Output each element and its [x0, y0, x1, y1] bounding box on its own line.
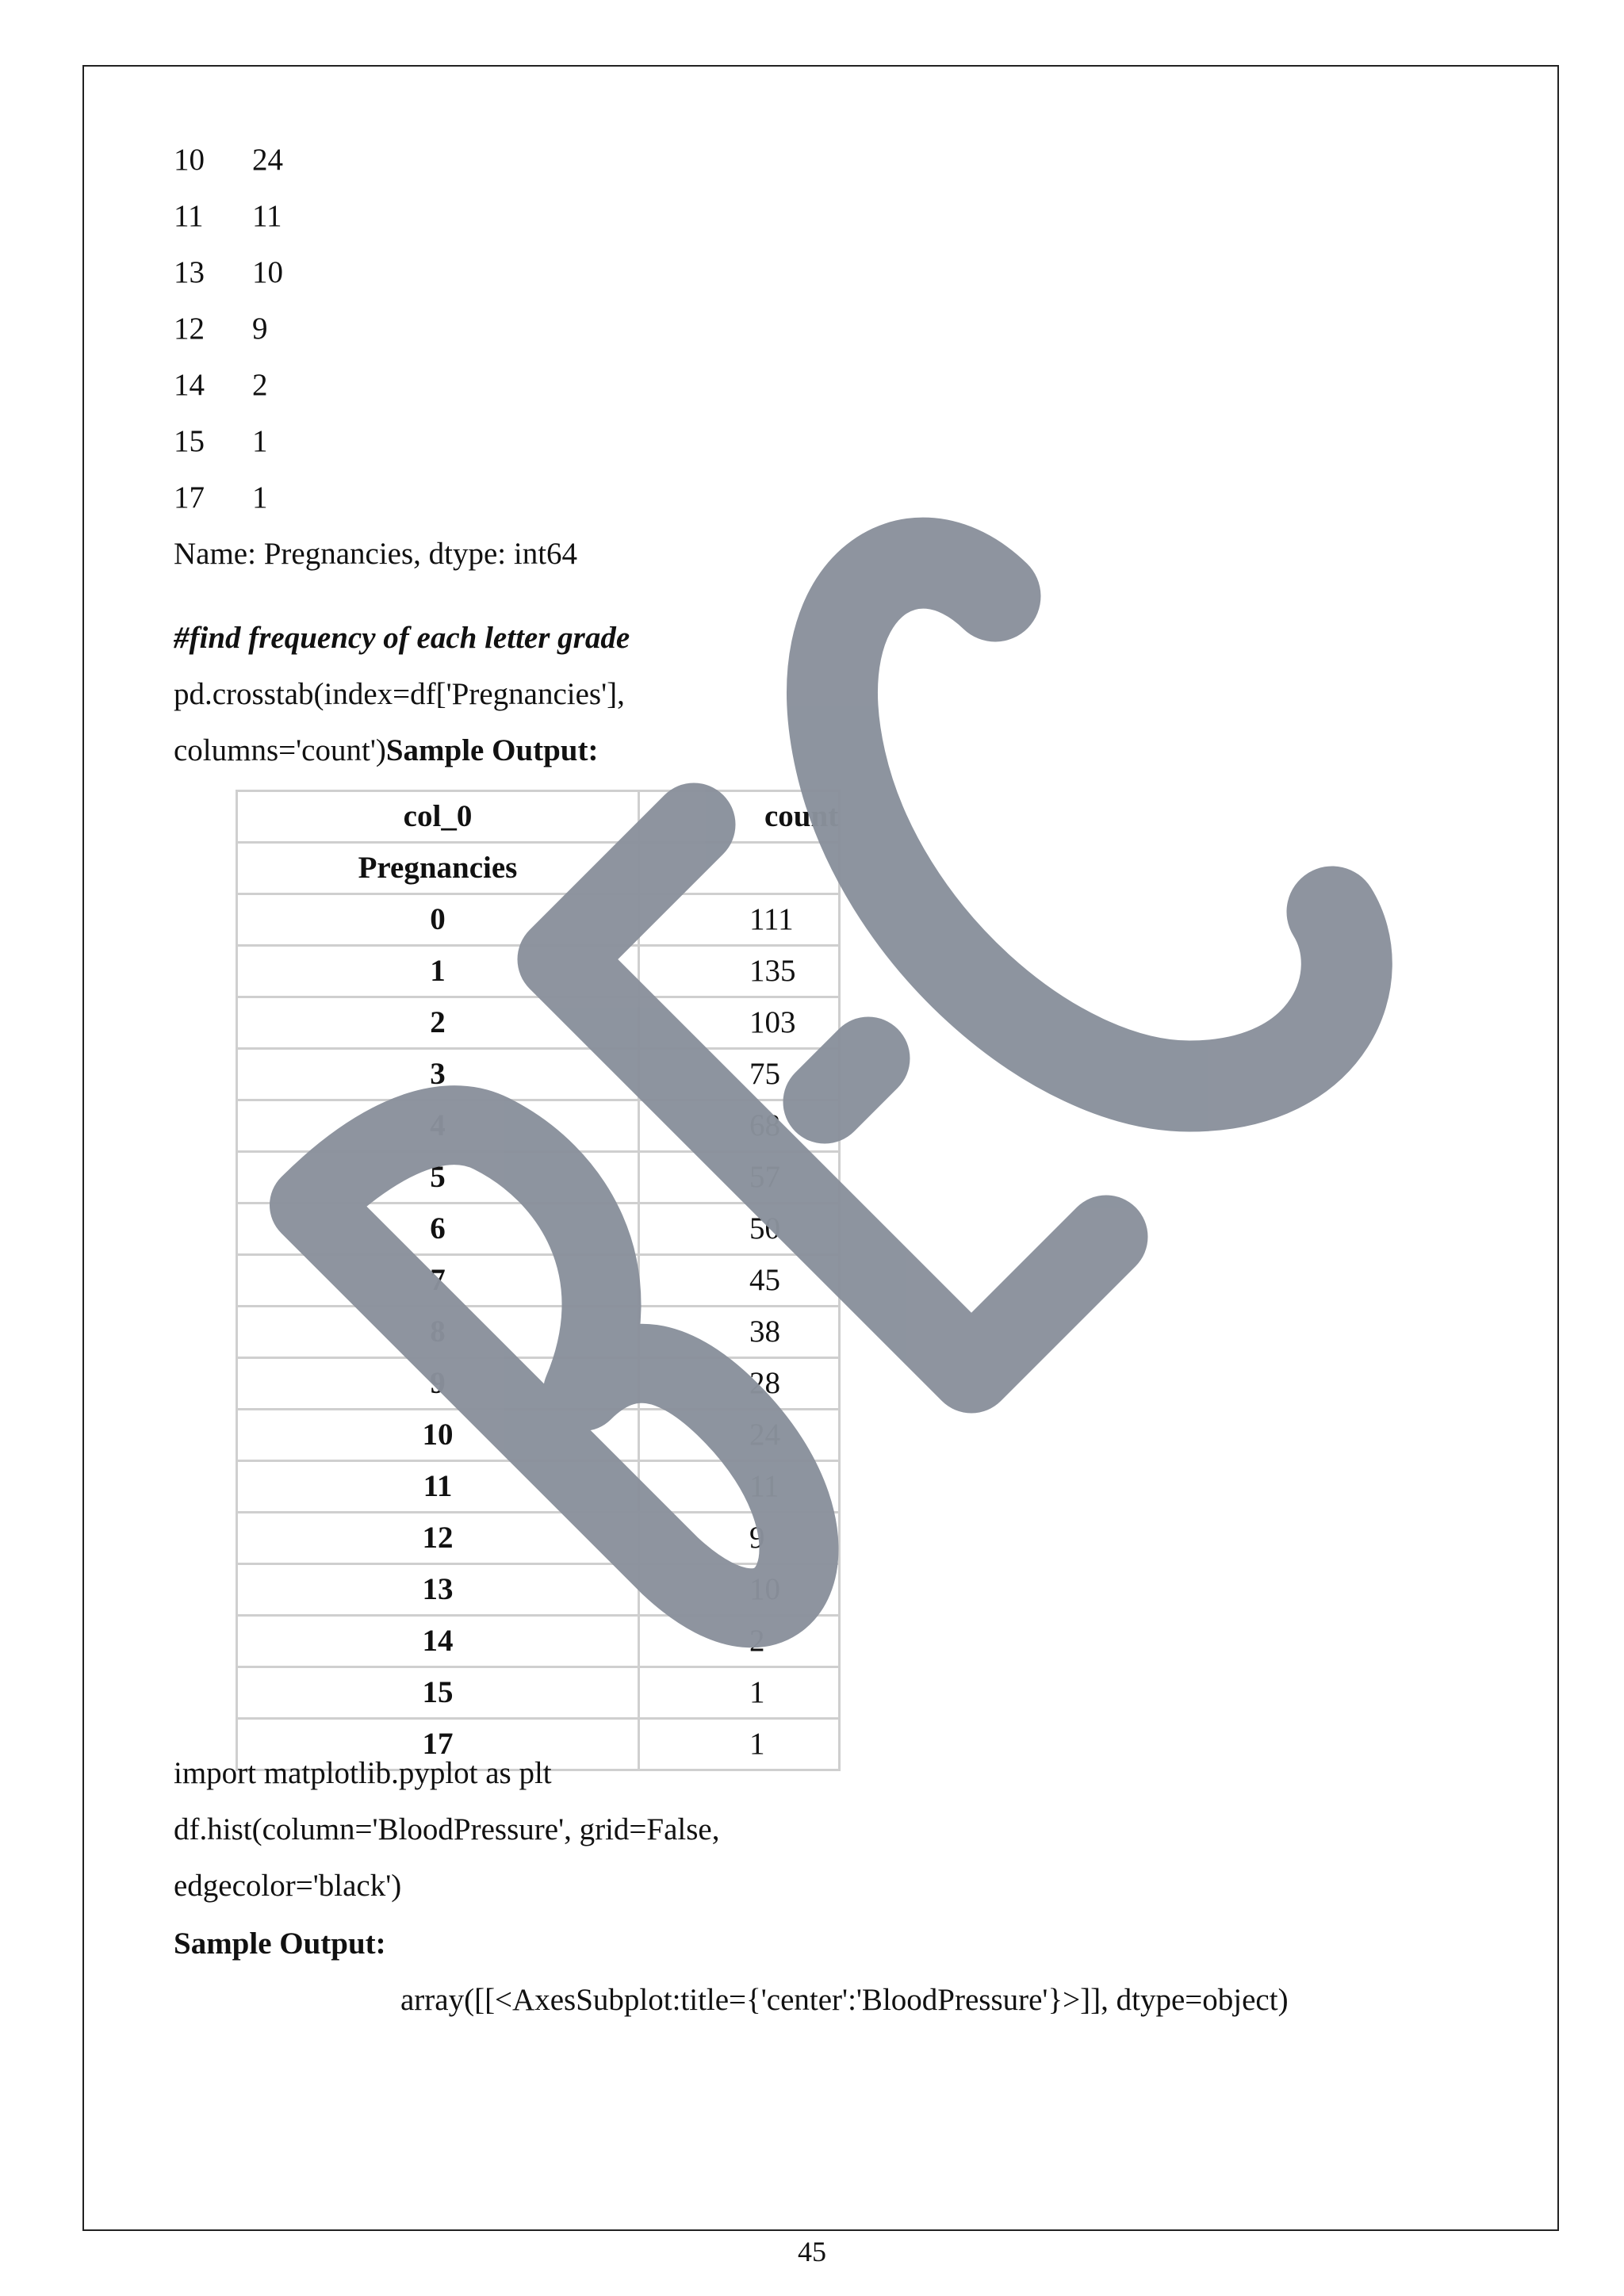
row-count: 24: [639, 1410, 840, 1461]
value-count-value: 10: [252, 255, 283, 289]
value-count-key: 10: [174, 143, 205, 177]
table-header-row: [237, 791, 840, 843]
row-count: 135: [639, 946, 840, 997]
code-comment: #find frequency of each letter grade: [174, 621, 630, 655]
row-index: 13: [237, 1564, 639, 1616]
table-row: [237, 1203, 840, 1255]
row-index: 10: [237, 1410, 639, 1461]
table-row: [237, 1255, 840, 1307]
row-index: 2: [237, 997, 639, 1049]
empty-cell: [639, 843, 840, 894]
row-count: 57: [639, 1152, 840, 1203]
table-index-name-row: [237, 843, 840, 894]
table-row: [237, 946, 840, 997]
row-index: 1: [237, 946, 639, 997]
value-count-key: 17: [174, 480, 205, 515]
code-hist-line-2: edgecolor='black'): [174, 1869, 402, 1903]
crosstab-table: [236, 790, 841, 1771]
row-count: 45: [639, 1255, 840, 1307]
row-count: 1: [639, 1667, 840, 1719]
table-row: [237, 1616, 840, 1667]
table-row: [237, 997, 840, 1049]
code-crosstab-line-1: pd.crosstab(index=df['Pregnancies'],: [174, 677, 625, 711]
row-count: 1: [639, 1719, 840, 1770]
value-count-key: 12: [174, 312, 205, 346]
row-count: 111: [639, 894, 840, 946]
value-count-key: 11: [174, 199, 204, 233]
row-count: 103: [639, 997, 840, 1049]
code-import: import matplotlib.pyplot as plt: [174, 1756, 552, 1790]
value-count-value: 9: [252, 312, 268, 346]
table-row: [237, 1152, 840, 1203]
row-count: 10: [639, 1564, 840, 1616]
table-row: [237, 1410, 840, 1461]
row-count: 9: [639, 1513, 840, 1564]
row-count: 38: [639, 1307, 840, 1358]
row-count: 11: [639, 1461, 840, 1513]
sample-output-label-2: Sample Output:: [174, 1927, 386, 1961]
table-row: [237, 1307, 840, 1358]
count-header: count: [639, 791, 840, 843]
value-count-key: 14: [174, 368, 205, 402]
code-crosstab-line-2: [174, 732, 598, 770]
value-count-key: 15: [174, 424, 205, 458]
row-index: 0: [237, 894, 639, 946]
row-index: 17: [237, 1719, 639, 1770]
row-index: 14: [237, 1616, 639, 1667]
value-count-value: 1: [252, 424, 268, 458]
value-count-value: 11: [252, 199, 282, 233]
table-row: [237, 1667, 840, 1719]
row-count: 28: [639, 1358, 840, 1410]
row-count: 68: [639, 1100, 840, 1152]
row-index: 12: [237, 1513, 639, 1564]
table-row: [237, 1049, 840, 1100]
code-crosstab-columns: columns='count'): [174, 733, 386, 767]
row-index: 9: [237, 1358, 639, 1410]
sample-output-label: Sample Output:: [385, 733, 599, 767]
page-number: 45: [798, 2236, 826, 2267]
table-row: [237, 1461, 840, 1513]
row-index: 11: [237, 1461, 639, 1513]
row-index: 6: [237, 1203, 639, 1255]
table-row: [237, 1358, 840, 1410]
series-name-line: Name: Pregnancies, dtype: int64: [174, 537, 578, 571]
hist-output: array([[<AxesSubplot:title={'center':'BloodPressure'}>]], dtype=object): [400, 1983, 1289, 2017]
row-count: 75: [639, 1049, 840, 1100]
col-header: col_0: [237, 791, 639, 843]
code-hist-line-1: df.hist(column='BloodPressure', grid=False,: [174, 1812, 720, 1846]
row-index: 5: [237, 1152, 639, 1203]
value-count-value: 2: [252, 368, 268, 402]
row-index: 15: [237, 1667, 639, 1719]
row-index: 3: [237, 1049, 639, 1100]
row-index: 7: [237, 1255, 639, 1307]
row-count: 50: [639, 1203, 840, 1255]
row-index: 4: [237, 1100, 639, 1152]
table-row: [237, 894, 840, 946]
table-row: [237, 1513, 840, 1564]
index-name: Pregnancies: [237, 843, 639, 894]
row-count: 2: [639, 1616, 840, 1667]
table-row: [237, 1100, 840, 1152]
table-row: [237, 1564, 840, 1616]
row-index: 8: [237, 1307, 639, 1358]
value-count-value: 24: [252, 143, 283, 177]
value-count-key: 13: [174, 255, 205, 289]
value-count-value: 1: [252, 480, 268, 515]
